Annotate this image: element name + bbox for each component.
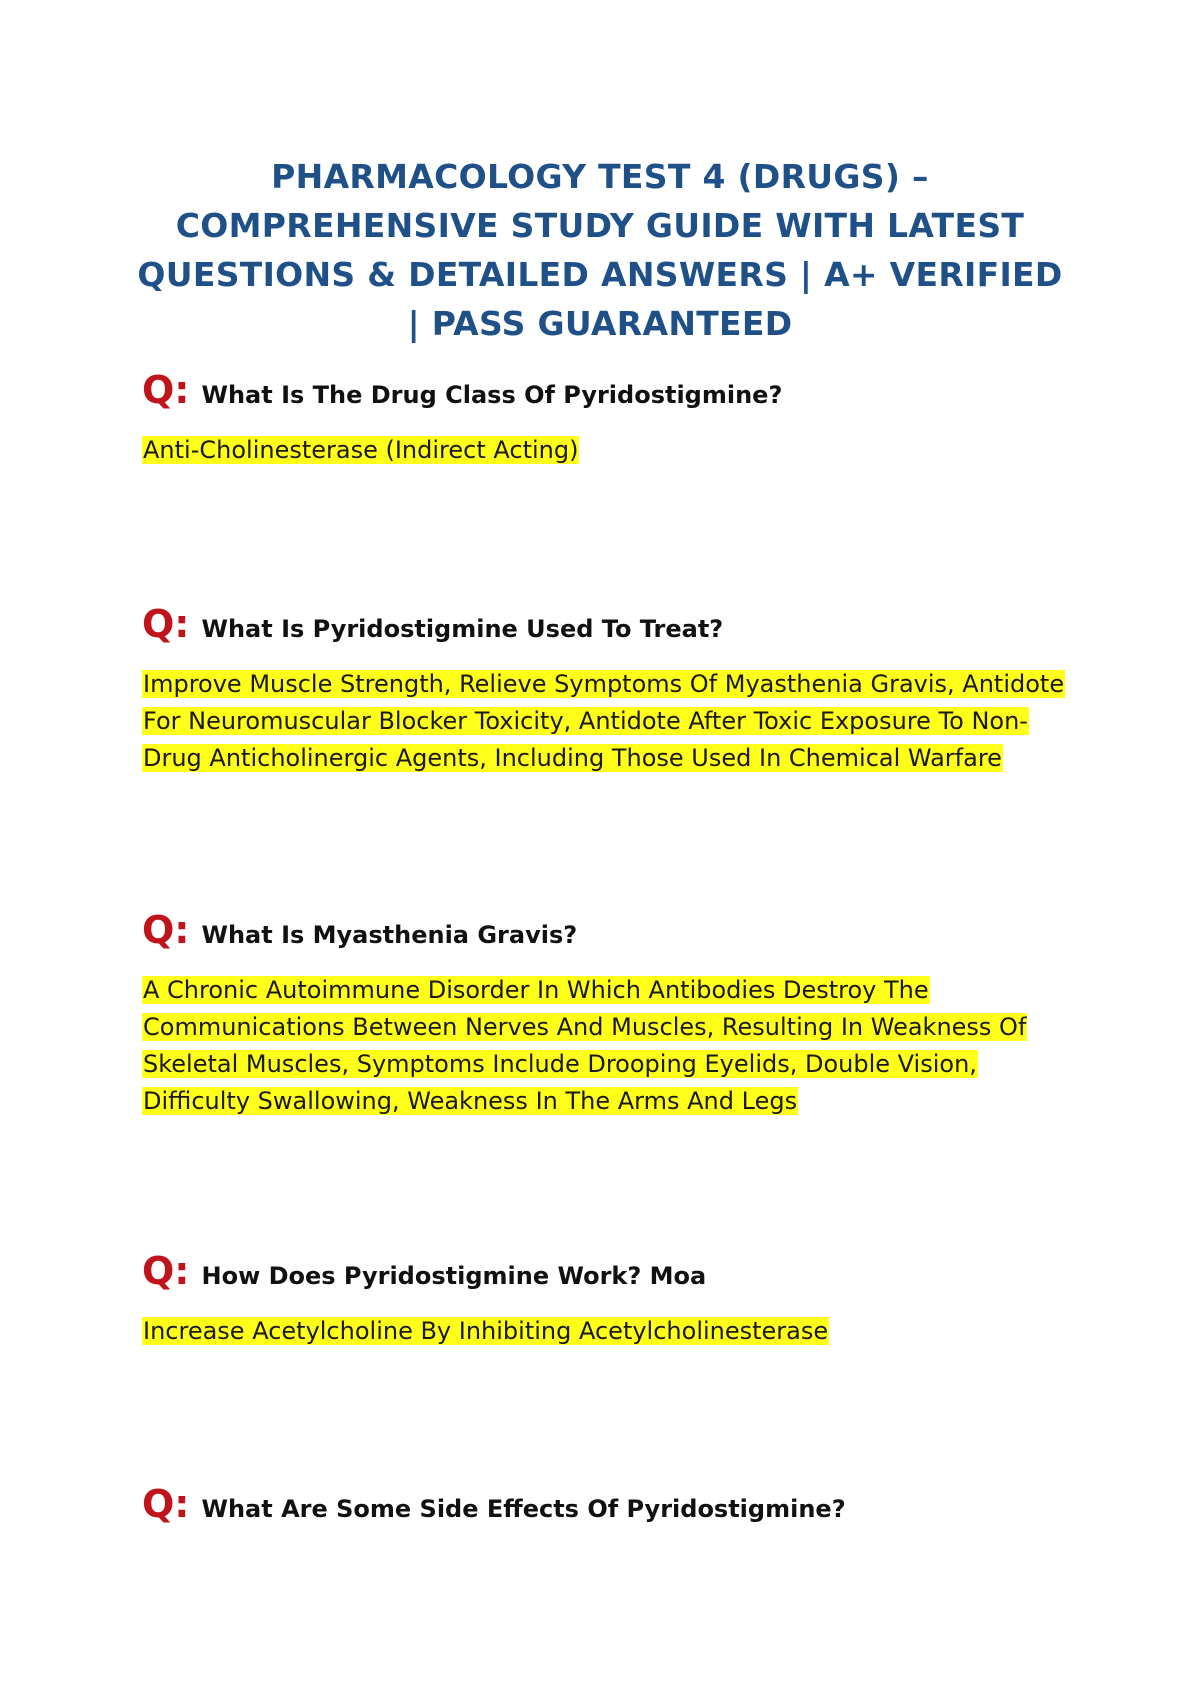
question-text: How Does Pyridostigmine Work? Moa bbox=[201, 1262, 707, 1290]
title-line: QUESTIONS & DETAILED ANSWERS | A+ VERIFIED bbox=[137, 255, 1063, 294]
question-row bbox=[142, 1249, 1072, 1293]
qa-item-used-to-treat bbox=[142, 602, 1072, 777]
question-marker: Q: bbox=[142, 1482, 190, 1526]
qa-item-myasthenia-gravis bbox=[142, 908, 1072, 1120]
answer-line: Improve Muscle Strength, Relieve Symptoms Of Myasthenia Gravis, Antidote bbox=[143, 670, 1065, 698]
answer-line: Difficulty Swallowing, Weakness In The Arms And Legs bbox=[143, 1087, 798, 1115]
question-marker: Q: bbox=[142, 908, 190, 952]
question-row bbox=[142, 1482, 1072, 1526]
question-text: What Is Pyridostigmine Used To Treat? bbox=[201, 615, 724, 643]
answer-line: Communications Between Nerves And Muscles, Resulting In Weakness Of bbox=[143, 1013, 1027, 1041]
qa-item-drug-class bbox=[142, 368, 1072, 469]
question-marker: Q: bbox=[142, 1249, 190, 1293]
answer-line: Increase Acetylcholine By Inhibiting Acetylcholinesterase bbox=[143, 1317, 829, 1345]
title-line: COMPREHENSIVE STUDY GUIDE WITH LATEST bbox=[175, 206, 1025, 245]
answer-text bbox=[142, 666, 1072, 777]
question-row bbox=[142, 602, 1072, 646]
answer-text bbox=[142, 432, 1072, 469]
question-text: What Is The Drug Class Of Pyridostigmine? bbox=[201, 381, 783, 409]
answer-line: Drug Anticholinergic Agents, Including Those Used In Chemical Warfare bbox=[143, 744, 1002, 772]
answer-text bbox=[142, 1313, 1072, 1350]
title-line: PHARMACOLOGY TEST 4 (DRUGS) – bbox=[271, 157, 929, 196]
question-text: What Are Some Side Effects Of Pyridostigmine? bbox=[201, 1495, 846, 1523]
qa-item-moa bbox=[142, 1249, 1072, 1350]
qa-item-side-effects bbox=[142, 1482, 1072, 1526]
answer-line: A Chronic Autoimmune Disorder In Which Antibodies Destroy The bbox=[143, 976, 929, 1004]
answer-line: Anti-Cholinesterase (Indirect Acting) bbox=[143, 436, 579, 464]
question-marker: Q: bbox=[142, 368, 190, 412]
question-row bbox=[142, 368, 1072, 412]
question-text: What Is Myasthenia Gravis? bbox=[201, 921, 578, 949]
title-line: | PASS GUARANTEED bbox=[407, 304, 793, 343]
question-marker: Q: bbox=[142, 602, 190, 646]
answer-text bbox=[142, 972, 1072, 1120]
answer-line: For Neuromuscular Blocker Toxicity, Antidote After Toxic Exposure To Non- bbox=[143, 707, 1028, 735]
document-title bbox=[120, 152, 1080, 348]
answer-line: Skeletal Muscles, Symptoms Include Drooping Eyelids, Double Vision, bbox=[143, 1050, 977, 1078]
question-row bbox=[142, 908, 1072, 952]
